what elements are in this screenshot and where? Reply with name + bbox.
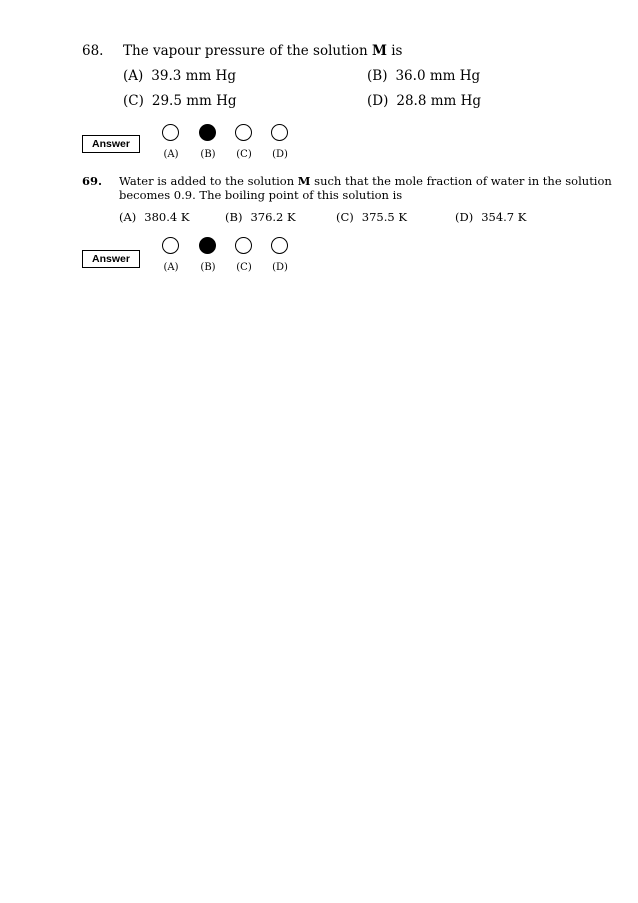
option-b — [225, 210, 296, 224]
answer-bubble-d[interactable] — [271, 124, 288, 141]
stem-text: is — [386, 43, 403, 59]
option-text: 28.8 mm Hg — [396, 93, 482, 109]
stem-text: such that the mole fraction of water in the solution — [310, 174, 612, 188]
answer-bubble-d[interactable] — [271, 237, 288, 254]
question-stem — [123, 43, 402, 59]
option-letter: (C) — [123, 93, 144, 109]
bubble-label-d: (D) — [272, 262, 288, 273]
answer-bubble-a[interactable] — [162, 124, 179, 141]
option-text: 380.4 K — [144, 210, 190, 224]
option-text: 376.2 K — [250, 210, 296, 224]
question-stem-line2: becomes 0.9. The boiling point of this solution is — [119, 188, 403, 202]
option-a — [119, 210, 189, 224]
option-letter: (C) — [336, 210, 354, 224]
answer-bubble-c[interactable] — [235, 124, 252, 141]
option-text: 375.5 K — [361, 210, 407, 224]
answer-bubble-b[interactable] — [199, 237, 216, 254]
bubble-label-b: (B) — [200, 149, 216, 160]
option-text: 39.3 mm Hg — [151, 68, 236, 84]
solution-label: M — [297, 174, 311, 188]
option-c — [336, 210, 407, 224]
option-letter: (B) — [367, 68, 388, 84]
stem-text: Water is added to the solution — [119, 174, 298, 188]
answer-bubble-a[interactable] — [162, 237, 179, 254]
option-b — [367, 68, 480, 84]
option-a — [123, 68, 236, 84]
option-text: 36.0 mm Hg — [395, 68, 481, 84]
question-number: 69. — [82, 174, 103, 188]
bubble-label-c: (C) — [236, 262, 252, 273]
option-d — [367, 93, 481, 109]
bubble-label-a: (A) — [163, 262, 179, 273]
bubble-label-c: (C) — [236, 149, 252, 160]
question-stem — [119, 174, 612, 188]
answer-bubble-c[interactable] — [235, 237, 252, 254]
question-number: 68. — [82, 43, 104, 59]
bubble-label-d: (D) — [272, 149, 288, 160]
answer-label: Answer — [82, 250, 140, 268]
solution-label: M — [371, 43, 387, 59]
stem-text: The vapour pressure of the solution — [123, 43, 372, 59]
option-text: 354.7 K — [481, 210, 527, 224]
option-letter: (D) — [367, 93, 389, 109]
answer-label: Answer — [82, 135, 140, 153]
bubble-label-a: (A) — [163, 149, 179, 160]
option-c — [123, 93, 237, 109]
option-letter: (A) — [119, 210, 137, 224]
option-d — [455, 210, 526, 224]
option-letter: (D) — [455, 210, 474, 224]
answer-bubble-b[interactable] — [199, 124, 216, 141]
option-letter: (A) — [123, 68, 144, 84]
option-letter: (B) — [225, 210, 243, 224]
bubble-label-b: (B) — [200, 262, 216, 273]
option-text: 29.5 mm Hg — [151, 93, 237, 109]
